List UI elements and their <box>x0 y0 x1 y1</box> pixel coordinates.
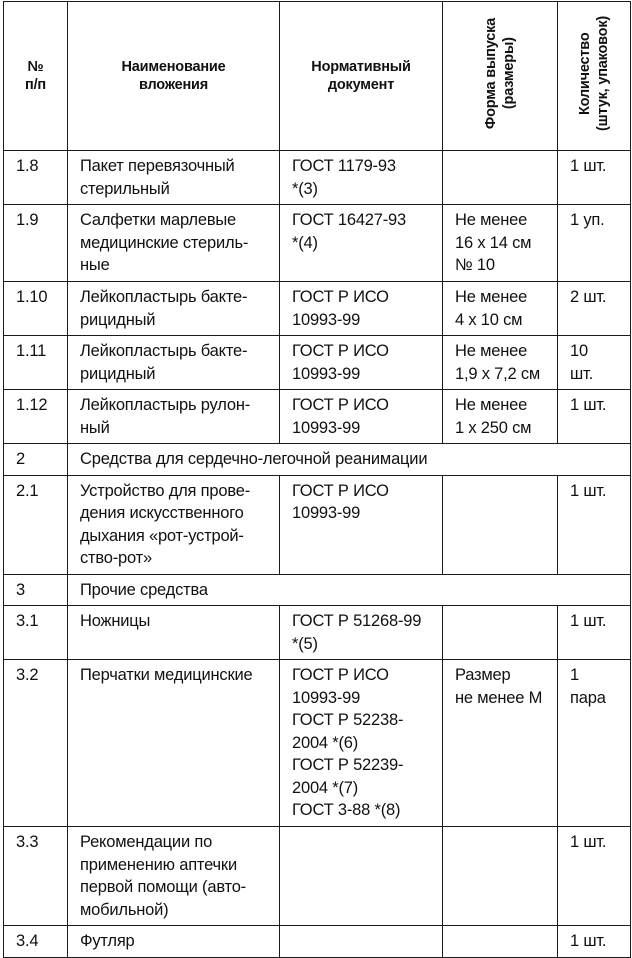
table-row <box>4 827 631 926</box>
row-num: 3.2 <box>4 660 68 827</box>
row-form <box>443 926 558 958</box>
table-row <box>4 926 631 958</box>
header-cell-num <box>4 2 68 151</box>
table-row <box>4 336 631 390</box>
header-qty-label: Количество (штук, упаковок) <box>577 15 611 132</box>
row-qty: 1 шт. <box>558 151 631 205</box>
row-doc: ГОСТ 1179-93 *(3) <box>280 151 443 205</box>
row-num: 3.3 <box>4 827 68 926</box>
row-name: Салфетки марлевые медицинские стериль- ные <box>68 205 280 282</box>
table-row <box>4 151 631 205</box>
row-num: 1.12 <box>4 390 68 444</box>
row-name: Футляр <box>68 926 280 958</box>
row-doc: ГОСТ Р ИСО 10993-99 <box>280 336 443 390</box>
row-qty: 1 шт. <box>558 606 631 660</box>
row-name: Лейкопластырь бакте- рицидный <box>68 282 280 336</box>
row-form: Не менее 16 х 14 см № 10 <box>443 205 558 282</box>
row-form <box>443 606 558 660</box>
row-qty: 1 шт. <box>558 827 631 926</box>
row-doc: ГОСТ Р ИСО 10993-99 ГОСТ Р 52238- 2004 *(6) ГОСТ Р 52239- 2004 *(7) ГОСТ 3-88 *(8) <box>280 660 443 827</box>
row-doc <box>280 827 443 926</box>
row-name: Пакет перевязочный стерильный <box>68 151 280 205</box>
table-row <box>4 282 631 336</box>
row-qty: 1 уп. <box>558 205 631 282</box>
header-cell-name <box>68 2 280 151</box>
table-row <box>4 606 631 660</box>
row-num: 1.10 <box>4 282 68 336</box>
row-name: Перчатки медицинские <box>68 660 280 827</box>
first-aid-kit-table <box>3 1 631 958</box>
row-doc: ГОСТ Р 51268-99 *(5) <box>280 606 443 660</box>
row-form <box>443 827 558 926</box>
row-name: Устройство для прове- дения искусственного дыхания «рот-устрой- ство-рот» <box>68 475 280 574</box>
header-cell-doc <box>280 2 443 151</box>
row-name: Рекомендации по применению аптечки первой помощи (авто- мобильной) <box>68 827 280 926</box>
row-form: Не менее 4 х 10 см <box>443 282 558 336</box>
row-doc: ГОСТ Р ИСО 10993-99 <box>280 282 443 336</box>
row-name: Лейкопластырь бакте- рицидный <box>68 336 280 390</box>
row-num: 1.9 <box>4 205 68 282</box>
row-qty: 1 пара <box>558 660 631 827</box>
table-row <box>4 390 631 444</box>
header-form-label: Форма выпуска (размеры) <box>483 17 517 130</box>
row-form <box>443 151 558 205</box>
row-qty: 10 шт. <box>558 336 631 390</box>
header-num-label: № п/п <box>25 59 46 93</box>
header-cell-qty <box>558 2 631 151</box>
row-doc: ГОСТ 16427-93 *(4) <box>280 205 443 282</box>
table-row <box>4 660 631 827</box>
row-name: Лейкопластырь рулон- ный <box>68 390 280 444</box>
section-num: 3 <box>4 574 68 606</box>
section-title: Прочие средства <box>68 574 631 606</box>
section-row <box>4 444 631 476</box>
row-form: Не менее 1,9 х 7,2 см <box>443 336 558 390</box>
table-row <box>4 475 631 574</box>
row-doc <box>280 926 443 958</box>
row-qty: 1 шт. <box>558 926 631 958</box>
row-num: 1.11 <box>4 336 68 390</box>
header-name-label: Наименование вложения <box>121 59 226 93</box>
row-qty: 1 шт. <box>558 390 631 444</box>
header-doc-label: Нормативный документ <box>311 59 411 93</box>
row-num: 2.1 <box>4 475 68 574</box>
row-form: Размер не менее М <box>443 660 558 827</box>
row-name: Ножницы <box>68 606 280 660</box>
table-row <box>4 205 631 282</box>
row-qty: 2 шт. <box>558 282 631 336</box>
row-qty: 1 шт. <box>558 475 631 574</box>
section-num: 2 <box>4 444 68 476</box>
table-header-row <box>4 2 631 151</box>
section-title: Средства для сердечно-легочной реанимации <box>68 444 631 476</box>
row-num: 3.4 <box>4 926 68 958</box>
row-form <box>443 475 558 574</box>
row-form: Не менее 1 х 250 см <box>443 390 558 444</box>
row-doc: ГОСТ Р ИСО 10993-99 <box>280 390 443 444</box>
section-row <box>4 574 631 606</box>
row-doc: ГОСТ Р ИСО 10993-99 <box>280 475 443 574</box>
row-num: 3.1 <box>4 606 68 660</box>
header-cell-form <box>443 2 558 151</box>
row-num: 1.8 <box>4 151 68 205</box>
